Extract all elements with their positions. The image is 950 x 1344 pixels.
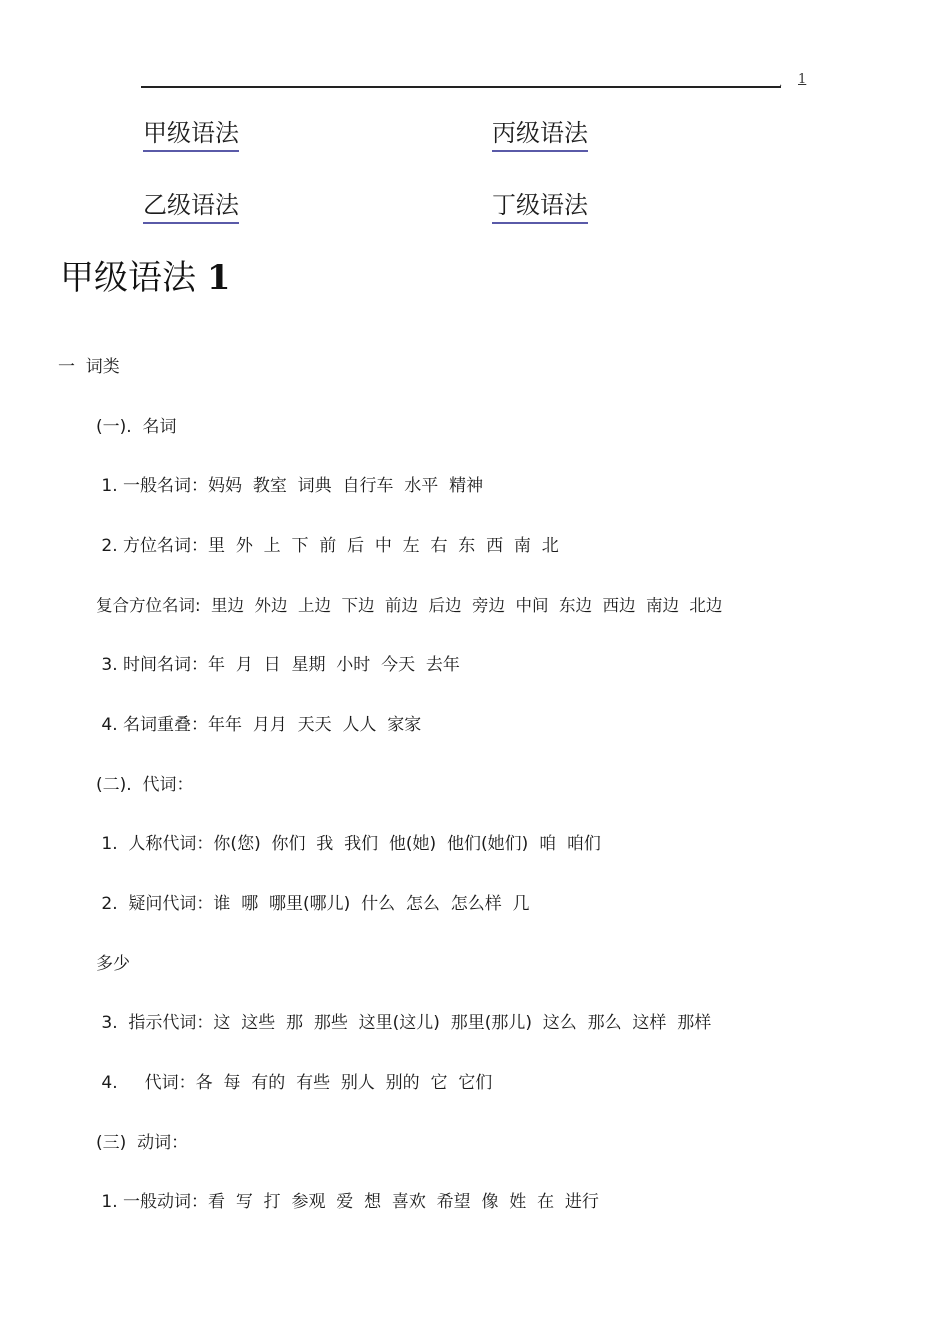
list-item: 2. 方位名词：里 外 上 下 前 后 中 左 右 东 西 南 北 <box>96 536 559 556</box>
list-item: 复合方位名词: 里边 外边 上边 下边 前边 后边 旁边 中间 东边 西边 南边 北边 <box>96 596 723 615</box>
toc-link-yi[interactable]: 乙级语法 <box>143 190 239 224</box>
list-item: 3. 指示代词：这 这些 那 那些 这里(这儿) 那里(那儿) 这么 那么 这样 那样 <box>96 1013 712 1033</box>
page-title-number: 1 <box>206 258 231 298</box>
page-title <box>60 256 230 300</box>
toc-link-bing[interactable]: 丙级语法 <box>492 118 588 152</box>
list-item: 多少 <box>96 954 130 974</box>
section-heading: 一 词类 <box>58 357 120 377</box>
subsection-heading: (三) 动词： <box>96 1133 189 1153</box>
list-item: 1. 一般动词：看 写 打 参观 爱 想 喜欢 希望 像 姓 在 进行 <box>96 1192 599 1212</box>
page-number[interactable]: 1 <box>798 72 807 87</box>
header-rule <box>141 86 781 88</box>
list-item: 2. 疑问代词：谁 哪 哪里(哪儿) 什么 怎么 怎么样 几 <box>96 894 530 914</box>
list-item: 4. 名词重叠：年年 月月 天天 人人 家家 <box>96 715 422 735</box>
toc-link-jia[interactable]: 甲级语法 <box>143 118 239 152</box>
list-item: 3. 时间名词：年 月 日 星期 小时 今天 去年 <box>96 655 460 675</box>
list-item: 4. 代词：各 每 有的 有些 别人 别的 它 它们 <box>96 1073 493 1093</box>
subsection-heading: (一). 名词 <box>96 417 177 437</box>
list-item: 1. 一般名词：妈妈 教室 词典 自行车 水平 精神 <box>96 476 484 496</box>
toc-link-ding[interactable]: 丁级语法 <box>492 190 588 224</box>
subsection-heading: (二). 代词： <box>96 775 194 795</box>
list-item: 1. 人称代词：你(您) 你们 我 我们 他(她) 他们(她们) 咱 咱们 <box>96 834 601 854</box>
page-title-text: 甲级语法 <box>60 258 196 298</box>
header-dot: . <box>779 78 783 89</box>
